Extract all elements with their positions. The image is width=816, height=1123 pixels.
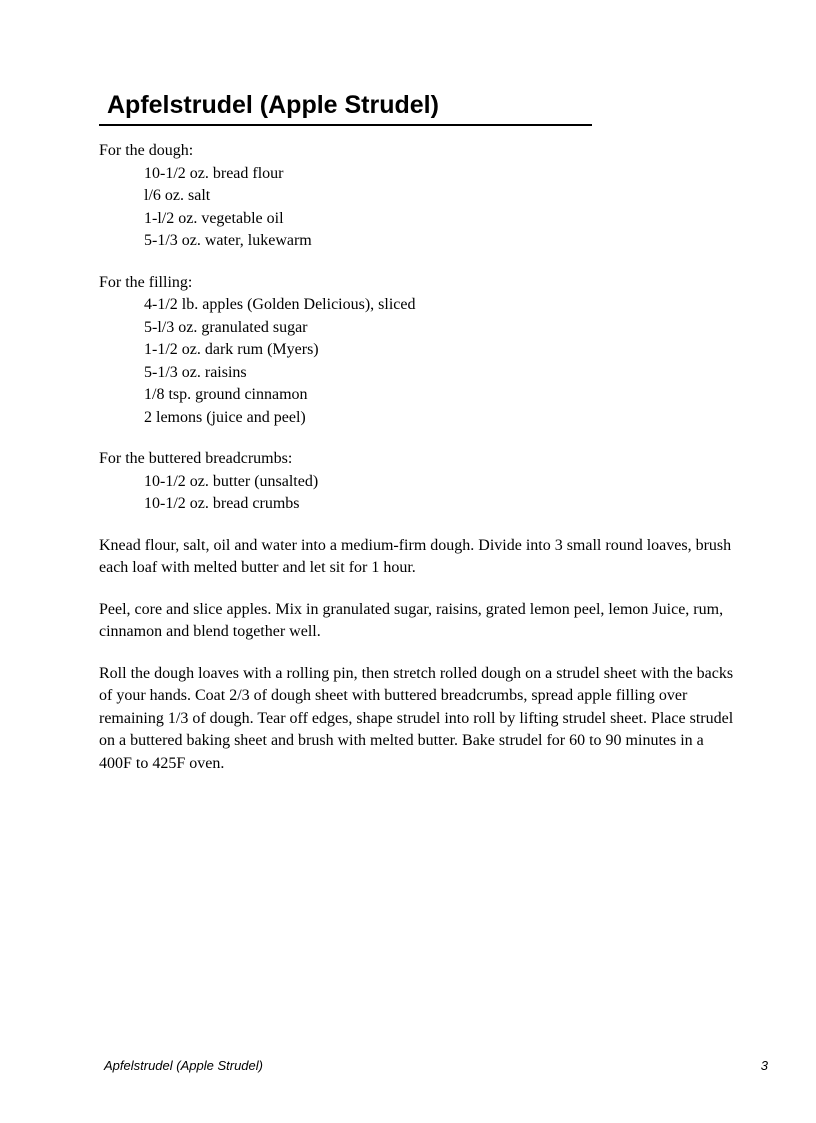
dough-section xyxy=(99,140,739,253)
ingredient-item: 10-1/2 oz. bread crumbs xyxy=(144,495,300,512)
ingredient-item: 10-1/2 oz. bread flour xyxy=(144,164,284,182)
ingredient-item: l/6 oz. salt xyxy=(144,187,211,204)
dough-ingredient-list xyxy=(99,163,739,253)
ingredient-item: 5-1/3 oz. raisins xyxy=(144,363,247,381)
ingredient-item: 4-1/2 lb. apples (Golden Delicious), sliced xyxy=(144,296,416,313)
filling-section xyxy=(99,272,739,430)
page-number: 3 xyxy=(760,1058,768,1073)
recipe-body xyxy=(99,140,739,794)
footer-title: Apfelstrudel (Apple Strudel) xyxy=(104,1058,263,1073)
instruction-paragraph-dough: Knead flour, salt, oil and water into a medium-firm dough. Divide into 3 small round loaves, brush each loaf with melted butter and let sit for 1 hour. xyxy=(99,536,732,576)
instruction-paragraph-filling: Peel, core and slice apples. Mix in granulated sugar, raisins, grated lemon peel, lemon Juice, rum, cinnamon and blend together well. xyxy=(99,600,724,640)
ingredient-item: 1-1/2 oz. dark rum (Myers) xyxy=(144,341,319,358)
ingredient-item: 5-1/3 oz. water, lukewarm xyxy=(144,232,312,249)
ingredient-item: 1/8 tsp. ground cinnamon xyxy=(144,386,308,403)
ingredient-item: 10-1/2 oz. butter (unsalted) xyxy=(144,472,319,490)
page-title: Apfelstrudel (Apple Strudel) xyxy=(107,91,439,119)
breadcrumbs-ingredient-list xyxy=(99,471,739,516)
section-heading-filling: For the filling: xyxy=(99,273,193,291)
breadcrumbs-section xyxy=(99,448,739,516)
instruction-paragraph-assembly: Roll the dough loaves with a rolling pin, then stretch rolled dough on a strudel sheet with the backs of your hands. Coat 2/3 of dough sheet with buttered breadcrumbs, spread apple filling over remaining 1/3 of dough. Tear off edges, shape strudel into roll by lifting strudel sheet. Place strudel on a buttered baking sheet and brush with melted butter. Bake strudel for 60 to 90 minutes in a 400F to 425F oven. xyxy=(99,664,734,772)
filling-ingredient-list xyxy=(99,294,739,429)
title-underline xyxy=(99,124,592,126)
ingredient-item: 5-l/3 oz. granulated sugar xyxy=(144,318,308,336)
ingredient-item: 2 lemons (juice and peel) xyxy=(144,408,306,426)
ingredient-item: 1-l/2 oz. vegetable oil xyxy=(144,209,284,227)
section-heading-dough: For the dough: xyxy=(99,142,194,159)
section-heading-breadcrumbs: For the buttered breadcrumbs: xyxy=(99,450,293,467)
